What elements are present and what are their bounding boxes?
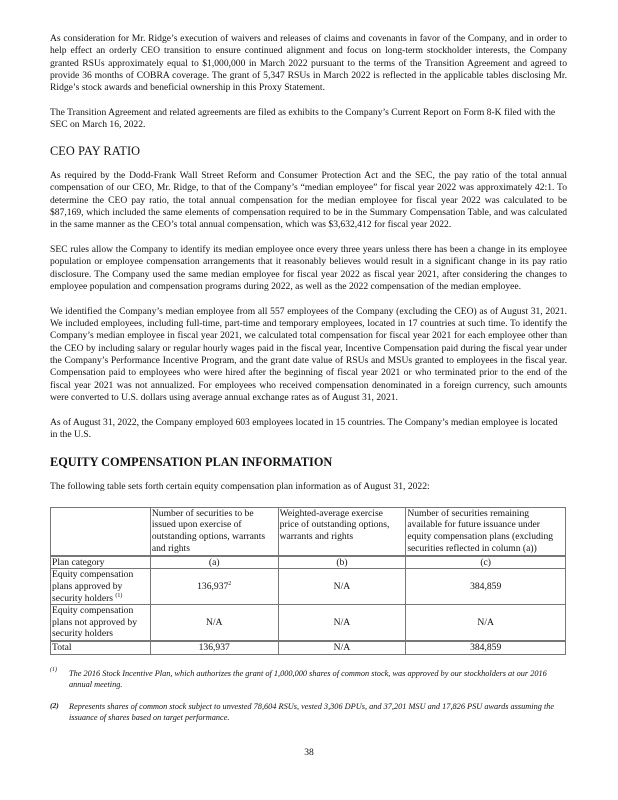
paragraph-pay-ratio: As required by the Dodd-Frank Wall Street Reform and Consumer Protection Act and the SEC, the pay ratio of the total annual compensation of our CEO, Mr. Ridge, to that of the Company’s “median employee” for fiscal year 2022 was approximately 42:1. To determine the CEO pay ratio, the total annual compensation for the median employee for fiscal year 2022 was calculated to be $87,169, which included the same elements of compensation required to be in the Summary Compensation Table, and was calculated in the same manner as the CEO’s total annual compensation, which was $3,632,412 for fiscal year 2022. bbox=[50, 170, 567, 231]
table-header-row bbox=[51, 507, 566, 556]
paragraph-employee-count: As of August 31, 2022, the Company employed 603 employees located in 15 countries. The Company’s median employee is located in the U.S. bbox=[50, 416, 558, 441]
cell-a: N/A bbox=[150, 605, 278, 641]
cell-c: 384,859 bbox=[406, 641, 566, 654]
footnote-ref: 2 bbox=[228, 580, 232, 587]
row-label-text: Equity compensation plans approved by security holders bbox=[52, 569, 134, 604]
paragraph-table-intro: The following table sets forth certain equity compensation plan information as of August 31, 2022: bbox=[50, 481, 430, 493]
section-heading-ceo-pay-ratio: CEO PAY RATIO bbox=[50, 144, 141, 158]
header-cell-empty bbox=[51, 507, 151, 556]
row-label bbox=[51, 569, 151, 605]
paragraph-median-employee: We identified the Company’s median employee from all 557 employees of the Company (excluding the CEO) as of August 31, 2021. We included employees, including full-time, part-time and temporary employees, located in 17 countries at such time. To identify the Company’s median employee in fiscal year 2021, we calculated total compensation for fiscal year 2021 for each employee other than the CEO by including salary or regular hourly wages paid in the fiscal year, Incentive Compensation paid during the fiscal year under the Company’s Performance Incentive Program, and the grant date value of RSUs and MSUs granted to employees in the fiscal year. Compensation paid to employees who were hired after the beginning of fiscal year 2021 or who terminated prior to the end of the fiscal year 2021 was not annualized. For employees who received compensation denominated in a foreign currency, such amounts were converted to U.S. dollars using average annual exchange rates as of August 31, 2021. bbox=[50, 305, 567, 404]
table-total-row bbox=[51, 641, 566, 654]
cell-a bbox=[150, 569, 278, 605]
header-cell-b: Weighted-average exercise price of outstanding options, warrants and rights bbox=[278, 507, 406, 556]
cell-c: 384,859 bbox=[406, 569, 566, 605]
table-row bbox=[51, 605, 566, 641]
footnote-marker: (2) bbox=[50, 700, 59, 710]
row-label: Total bbox=[51, 641, 151, 654]
row-label: Equity compensation plans not approved by security holders bbox=[51, 605, 151, 641]
paragraph-sec-rules: SEC rules allow the Company to identify its median employee once every three years unless there has been a change in its employee population or employee compensation arrangements that it reasonably believes would result in a significant change in its pay ratio disclosure. The Company used the same median employee for fiscal year 2022 as fiscal year 2021, after considering the changes to employee population and compensation programs during 2022, as well as the 2022 compensation of the median employee. bbox=[50, 244, 567, 293]
paragraph-ridge-consideration: As consideration for Mr. Ridge’s execution of waivers and releases of claims and covenants in favor of the Company, and in order to help effect an orderly CEO transition to ensure continued alignment and focus on long-term stockholder interests, the Company granted RSUs approximately equal to $1,000,000 in March 2022 pursuant to the terms of the Transition Agreement and agreed to provide 36 months of COBRA coverage. The grant of 5,347 RSUs in March 2022 is reflected in the applicable tables disclosing Mr. Ridge’s stock awards and beneficial ownership in this Proxy Statement. bbox=[50, 33, 567, 94]
cell-b: N/A bbox=[278, 641, 406, 654]
cell-a-value: 136,937 bbox=[197, 580, 229, 592]
header-cell-a: Number of securities to be issued upon exercise of outstanding options, warrants and rights bbox=[150, 507, 278, 556]
cell-b: N/A bbox=[278, 605, 406, 641]
footnote-ref: (1) bbox=[115, 592, 123, 599]
table-category-row bbox=[51, 556, 566, 569]
category-b: (b) bbox=[278, 556, 406, 569]
cell-b: N/A bbox=[278, 569, 406, 605]
footnote-1 bbox=[50, 668, 567, 690]
table-row bbox=[51, 569, 566, 605]
page-number: 38 bbox=[304, 747, 314, 758]
footnote-2 bbox=[50, 701, 567, 723]
cell-c: N/A bbox=[406, 605, 566, 641]
category-a: (a) bbox=[150, 556, 278, 569]
footnote-text: Represents shares of common stock subject to unvested 78,604 RSUs, vested 3,306 DPUs, and 37,201 MSU and 17,826 PSU awards assuming the issuance of shares based on target performance. bbox=[69, 701, 555, 722]
footnote-marker: (1) bbox=[50, 666, 57, 673]
category-label: Plan category bbox=[51, 556, 151, 569]
category-c: (c) bbox=[406, 556, 566, 569]
document-page bbox=[50, 33, 567, 723]
equity-compensation-table bbox=[50, 507, 566, 655]
header-cell-c: Number of securities remaining available for future issuance under equity compensation plans (excluding securities reflected in column (a)) bbox=[406, 507, 566, 556]
cell-a: 136,937 bbox=[150, 641, 278, 654]
section-heading-equity-plan: EQUITY COMPENSATION PLAN INFORMATION bbox=[50, 455, 333, 470]
paragraph-transition-agreement: The Transition Agreement and related agreements are filed as exhibits to the Company’s Current Report on Form 8-K filed with the SEC on March 16, 2022. bbox=[50, 107, 556, 131]
footnote-text: The 2016 Stock Incentive Plan, which authorizes the grant of 1,000,000 shares of common stock, was approved by our stockholders at our 2016 annual meeting. bbox=[69, 668, 547, 689]
